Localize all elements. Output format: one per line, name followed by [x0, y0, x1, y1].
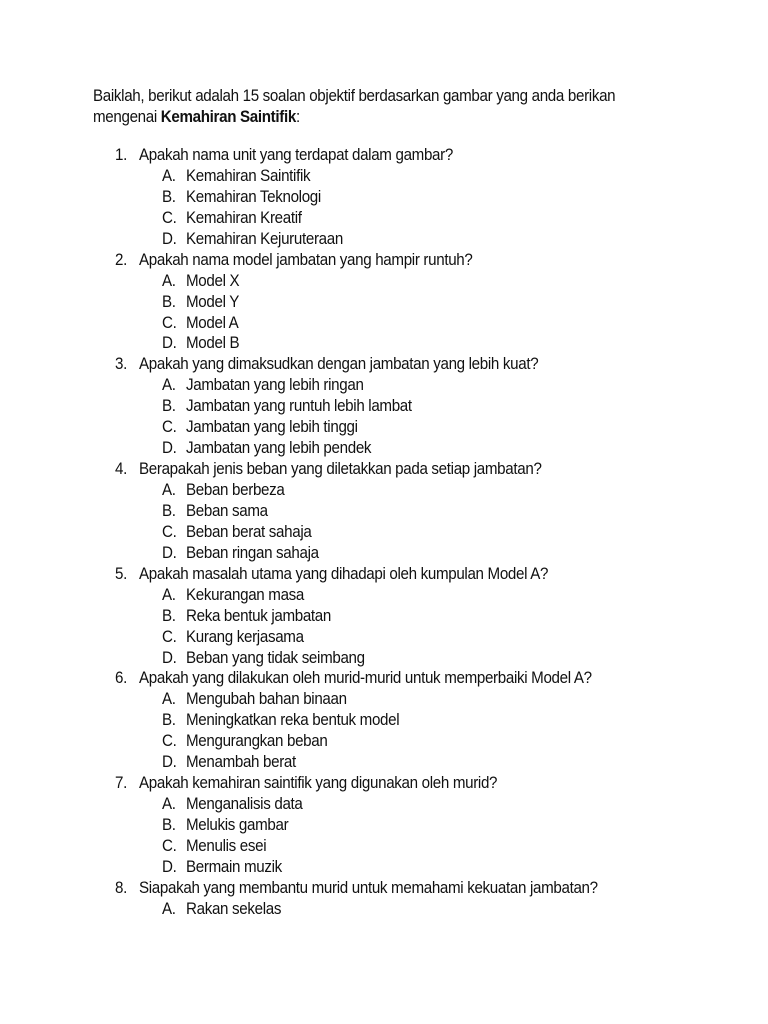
option-letter: A.: [162, 585, 176, 604]
question-text: Berapakah jenis beban yang diletakkan pada setiap jambatan?: [139, 460, 542, 479]
question-number: 3.: [115, 355, 127, 374]
option-letter: B.: [162, 397, 176, 416]
answer-option: [0, 710, 768, 731]
answer-option: [0, 480, 768, 501]
answer-option: [0, 396, 768, 417]
answer-option: [0, 585, 768, 606]
option-text: Beban yang tidak seimbang: [186, 648, 365, 667]
question-text: Apakah masalah utama yang dihadapi oleh kumpulan Model A?: [139, 564, 549, 583]
question-number: 7.: [115, 774, 127, 793]
option-letter: A.: [162, 690, 176, 709]
answer-option: [0, 648, 768, 669]
question-item: [0, 145, 768, 166]
question-list: [0, 145, 768, 920]
option-text: Beban sama: [186, 501, 268, 520]
answer-option: [0, 836, 768, 857]
option-text: Melukis gambar: [186, 816, 289, 834]
answer-option: [0, 438, 768, 459]
question-item: [0, 354, 768, 375]
question-text: Siapakah yang membantu murid untuk memahami kekuatan jambatan?: [139, 878, 598, 897]
question-item: [0, 564, 768, 585]
question-item: [0, 250, 768, 271]
option-letter: A.: [162, 271, 176, 290]
option-letter: C.: [162, 208, 177, 227]
option-text: Jambatan yang runtuh lebih lambat: [186, 397, 412, 416]
option-text: Menambah berat: [186, 753, 296, 772]
answer-option: [0, 899, 768, 920]
answer-option: [0, 187, 768, 208]
option-text: Bermain muzik: [186, 857, 282, 876]
option-text: Model B: [186, 334, 240, 353]
option-letter: C.: [162, 522, 177, 541]
option-text: Mengubah bahan binaan: [186, 690, 347, 709]
option-letter: D.: [162, 334, 177, 353]
option-letter: B.: [162, 606, 176, 625]
option-letter: C.: [162, 836, 177, 855]
option-letter: C.: [162, 418, 177, 437]
option-letter: A.: [162, 376, 176, 395]
answer-option: [0, 543, 768, 564]
answer-option: [0, 815, 768, 836]
option-text: Meningkatkan reka bentuk model: [186, 711, 400, 730]
question-text: Apakah kemahiran saintifik yang digunakan oleh murid?: [139, 774, 498, 793]
option-letter: C.: [162, 627, 177, 646]
option-text: Kemahiran Kejuruteraan: [186, 229, 343, 248]
answer-option: [0, 333, 768, 354]
answer-option: [0, 752, 768, 773]
question-item: [0, 668, 768, 689]
intro-text: Baiklah, berikut adalah 15 soalan objektif berdasarkan gambar yang anda berikan mengenai: [93, 87, 616, 126]
answer-option: [0, 606, 768, 627]
option-letter: D.: [162, 229, 177, 248]
option-text: Beban ringan sahaja: [186, 543, 319, 562]
option-text: Model Y: [186, 292, 239, 311]
option-letter: B.: [162, 711, 176, 730]
answer-option: [0, 417, 768, 438]
option-text: Rakan sekelas: [186, 899, 282, 918]
question-number: 5.: [115, 564, 127, 583]
option-text: Kemahiran Teknologi: [186, 187, 321, 206]
intro-paragraph: [93, 86, 670, 128]
option-letter: D.: [162, 648, 177, 667]
option-text: Menulis esei: [186, 836, 267, 855]
intro-bold-topic: Kemahiran Saintifik: [160, 108, 296, 126]
question-text: Apakah nama model jambatan yang hampir runtuh?: [139, 250, 473, 269]
option-letter: C.: [162, 313, 177, 332]
question-number: 4.: [115, 460, 127, 479]
question-number: 1.: [115, 146, 127, 164]
option-text: Jambatan yang lebih tinggi: [186, 418, 358, 437]
answer-option: [0, 501, 768, 522]
option-text: Mengurangkan beban: [186, 732, 328, 751]
answer-option: [0, 794, 768, 815]
answer-option: [0, 627, 768, 648]
option-letter: D.: [162, 753, 177, 772]
option-letter: B.: [162, 292, 176, 311]
answer-option: [0, 857, 768, 878]
option-text: Kemahiran Saintifik: [186, 166, 311, 185]
option-text: Kemahiran Kreatif: [186, 208, 302, 227]
option-letter: A.: [162, 166, 176, 185]
option-letter: D.: [162, 543, 177, 562]
option-text: Jambatan yang lebih ringan: [186, 376, 364, 395]
question-item: [0, 459, 768, 480]
option-text: Kekurangan masa: [186, 585, 305, 604]
answer-option: [0, 208, 768, 229]
option-letter: B.: [162, 816, 176, 834]
answer-option: [0, 292, 768, 313]
option-letter: D.: [162, 857, 177, 876]
answer-option: [0, 229, 768, 250]
answer-option: [0, 166, 768, 187]
answer-option: [0, 271, 768, 292]
answer-option: [0, 522, 768, 543]
question-number: 6.: [115, 669, 127, 688]
option-text: Model X: [186, 271, 240, 290]
intro-colon: :: [295, 108, 300, 126]
answer-option: [0, 375, 768, 396]
option-letter: B.: [162, 187, 176, 206]
answer-option: [0, 731, 768, 752]
option-text: Jambatan yang lebih pendek: [186, 439, 372, 458]
option-text: Model A: [186, 313, 239, 332]
question-text: Apakah yang dimaksudkan dengan jambatan yang lebih kuat?: [139, 355, 539, 374]
answer-option: [0, 313, 768, 334]
question-item: [0, 878, 768, 899]
option-text: Menganalisis data: [186, 795, 303, 814]
option-letter: A.: [162, 899, 176, 918]
option-letter: A.: [162, 795, 176, 814]
option-text: Kurang kerjasama: [186, 627, 304, 646]
option-text: Beban berat sahaja: [186, 522, 312, 541]
option-letter: C.: [162, 732, 177, 751]
question-number: 2.: [115, 250, 127, 269]
question-text: Apakah yang dilakukan oleh murid-murid untuk memperbaiki Model A?: [139, 669, 592, 688]
answer-option: [0, 689, 768, 710]
question-number: 8.: [115, 878, 127, 897]
question-item: [0, 773, 768, 794]
option-letter: D.: [162, 439, 177, 458]
option-text: Beban berbeza: [186, 481, 285, 499]
option-letter: B.: [162, 501, 176, 520]
option-letter: A.: [162, 481, 176, 499]
question-text: Apakah nama unit yang terdapat dalam gambar?: [139, 146, 453, 164]
option-text: Reka bentuk jambatan: [186, 606, 332, 625]
